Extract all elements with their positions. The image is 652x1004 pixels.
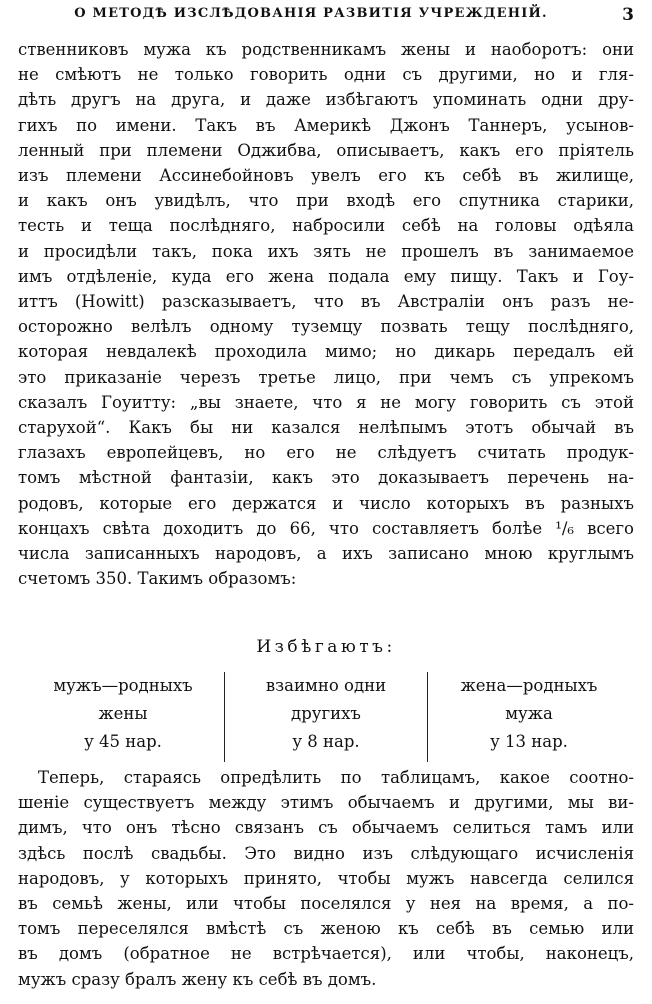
page-header — [18, 6, 634, 28]
table-cell: другихъ — [291, 704, 361, 723]
table-cell: жены — [98, 704, 148, 723]
text-line: имъ отдѣленіе, куда его жена подала ему пищу. Такъ и Гоу- — [18, 266, 634, 286]
text-line: шеніе существуетъ между этимъ обычаемъ и другими, мы ви- — [18, 793, 634, 813]
text-line: и просидѣли такъ, пока ихъ зять не прошелъ въ занимаемое — [18, 241, 634, 261]
avoidance-table — [22, 672, 630, 762]
table-column-husband — [22, 672, 224, 762]
text-line: иттъ (Howitt) разсказываетъ, что въ Австраліи онъ разъ не- — [18, 292, 634, 312]
text-line: сказалъ Гоуитту: „вы знаете, что я не могу говорить съ этой — [18, 392, 634, 412]
text-line: тесть и теща послѣдняго, набросили себѣ на головы одѣяла — [18, 216, 634, 236]
table-cell: у 45 нар. — [84, 732, 162, 751]
page-number: 3 — [622, 5, 634, 25]
text-line: счетомъ 350. Такимъ образомъ: — [18, 569, 297, 589]
text-line: изъ племени Ассинебойновъ увелъ его къ себѣ въ жилище, — [18, 166, 634, 186]
text-line: томъ переселялся вмѣстѣ съ женою къ себѣ въ семью или — [18, 919, 634, 939]
text-line: въ семьѣ жены, или чтобы поселялся у нея на время, а по- — [18, 894, 634, 914]
text-line: осторожно велѣлъ одному туземцу позвать тещу послѣдняго, — [18, 317, 634, 337]
text-line: димъ, что онъ тѣсно связанъ съ обычаемъ селиться тамъ или — [18, 818, 634, 838]
text-line: родовъ, которые его держатся и число которыхъ въ разныхъ — [18, 493, 634, 513]
table-cell: мужа — [505, 704, 553, 723]
text-line: здѣсь послѣ свадьбы. Это видно изъ слѣдующаго исчисленія — [18, 843, 634, 863]
paragraph-1 — [18, 37, 634, 591]
text-line: дѣть другъ на друга, и даже избѣгаютъ упоминать одни дру- — [18, 90, 634, 110]
text-line: концахъ свѣта доходитъ до 66, что составляетъ болѣе ¹/₆ всего — [18, 518, 634, 538]
paragraph-2 — [18, 765, 634, 992]
table-title: Избѣгаютъ: — [256, 637, 396, 657]
table-column-mutual — [224, 672, 427, 762]
text-line: старухой“. Какъ бы ни казался нелѣпымъ этотъ обычай въ — [18, 418, 634, 438]
text-line: числа записанныхъ народовъ, а ихъ записано мною круглымъ — [18, 544, 634, 564]
table-cell: мужъ—родныхъ — [53, 676, 193, 695]
table-cell: у 13 нар. — [490, 732, 568, 751]
table-cell: жена—родныхъ — [460, 676, 598, 695]
text-line: въ домъ (обратное не встрѣчается), или чтобы, наконецъ, — [18, 944, 634, 964]
text-line: мужъ сразу бралъ жену къ себѣ въ домъ. — [18, 969, 377, 989]
text-line: томъ мѣстной фантазіи, какъ это доказываетъ перечень на- — [18, 468, 634, 488]
text-line: Теперь, стараясь опредѣлить по таблицамъ, какое соотно- — [38, 768, 634, 787]
text-line: не смѣютъ не только говорить одни съ другими, но и гля- — [18, 65, 634, 85]
running-title: О МЕТОДѢ ИЗСЛѢДОВАНІЯ РАЗВИТІЯ УЧРЕЖДЕНІЙ. — [74, 6, 548, 21]
table-cell: взаимно одни — [265, 676, 387, 695]
table-column-wife — [427, 672, 630, 762]
text-line: глазахъ европейцевъ, но его не слѣдуетъ считать продук- — [18, 443, 634, 463]
text-line: которая невдалекѣ проходила мимо; но дикарь передалъ ей — [18, 342, 634, 362]
table-cell: у 8 нар. — [292, 732, 360, 751]
text-line: гихъ по имени. Такъ въ Америкѣ Джонъ Таннеръ, усынов- — [18, 115, 634, 135]
text-line: ственниковъ мужа къ родственникамъ жены и наоборотъ: они — [18, 40, 634, 59]
text-line: народовъ, у которыхъ принято, чтобы мужъ навсегда селился — [18, 868, 634, 888]
text-line: ленный при племени Оджибва, описываетъ, какъ его пріятель — [18, 140, 634, 160]
text-line: и какъ онъ увидѣлъ, что при входѣ его спутника старики, — [18, 191, 634, 211]
text-line: это приказаніе черезъ третье лицо, при чемъ съ упрекомъ — [18, 367, 634, 387]
